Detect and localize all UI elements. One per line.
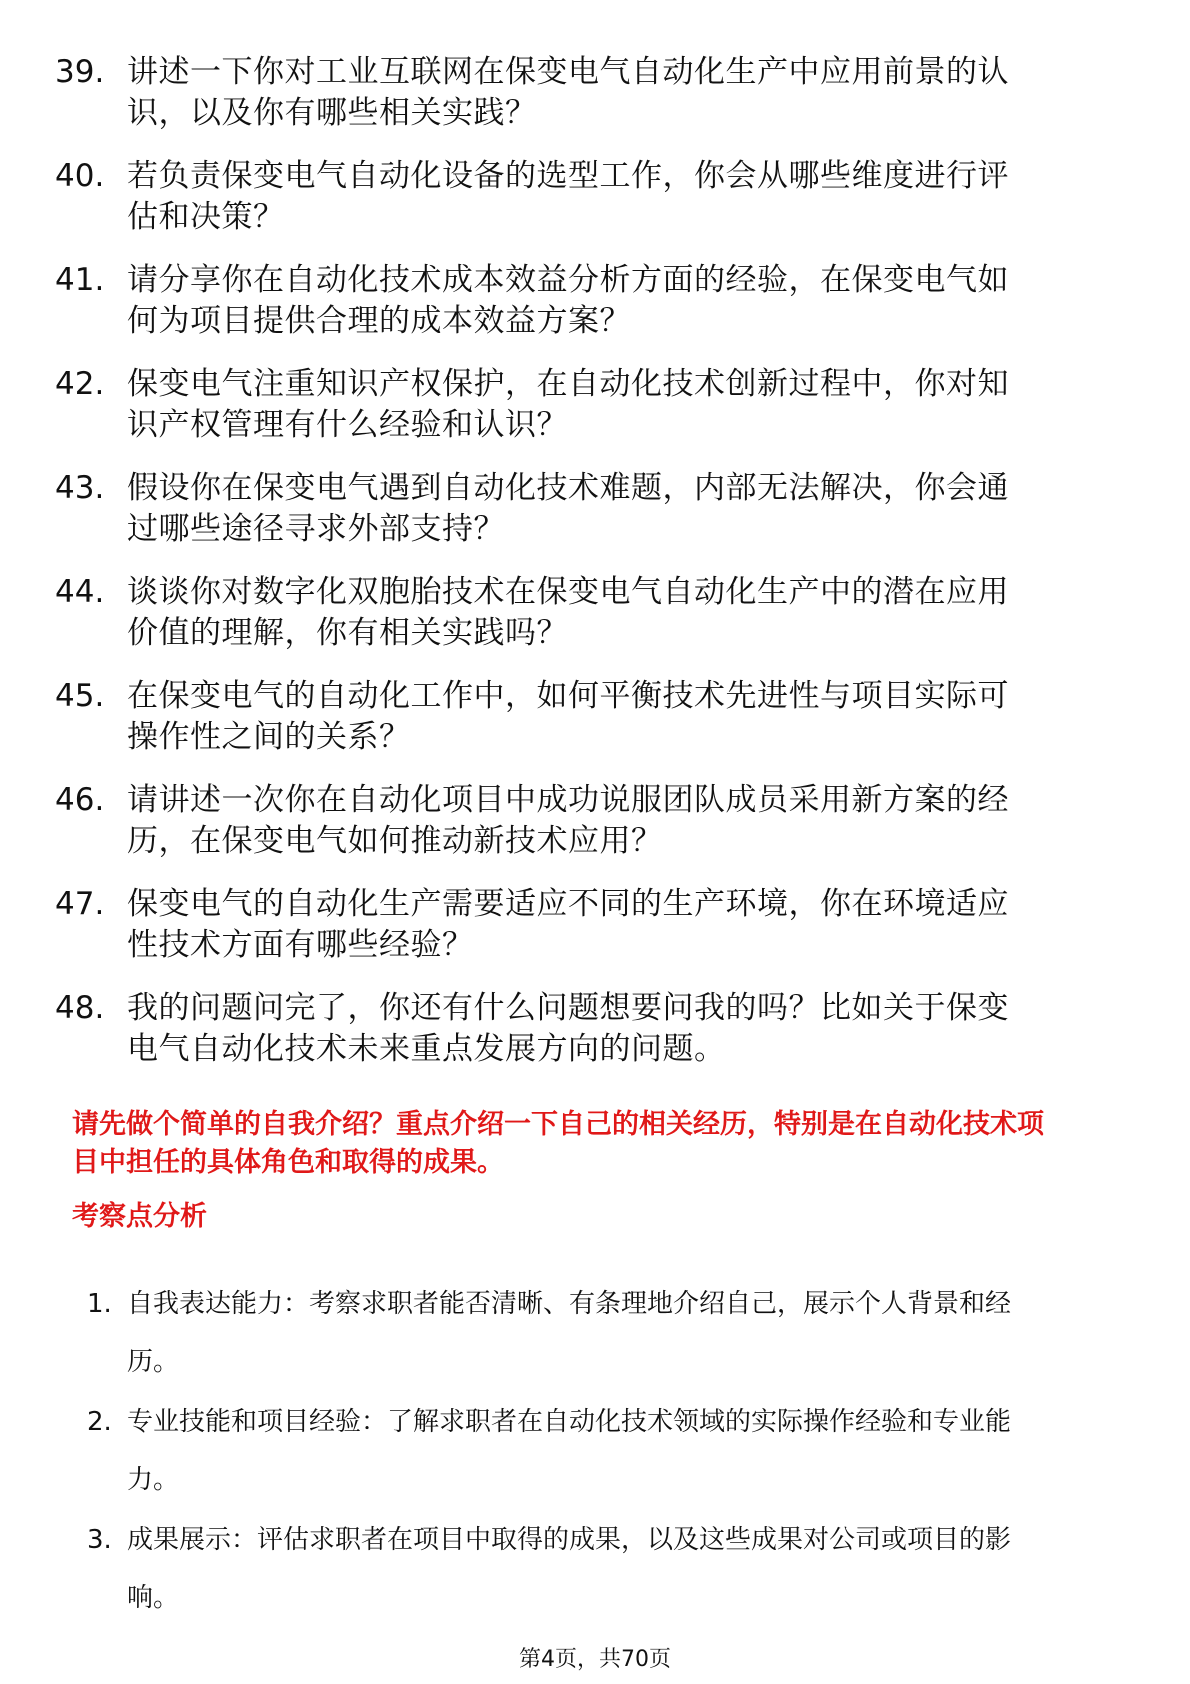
analysis-point (0, 1275, 1190, 1393)
question-line: 价值的理解，你有相关实践吗？ (127, 615, 568, 651)
question-text (127, 780, 1127, 862)
question-text (127, 676, 1127, 758)
question-line: 请讲述一次你在自动化项目中成功说服团队成员采用新方案的经 (127, 782, 1009, 818)
question-item (0, 884, 1190, 988)
question-item (0, 988, 1190, 1092)
analysis-point (0, 1393, 1190, 1511)
question-text (127, 988, 1127, 1070)
question-line: 在保变电气的自动化工作中，如何平衡技术先进性与项目实际可 (127, 678, 1009, 714)
point-line: 自我表达能力：考察求职者能否清晰、有条理地介绍自己，展示个人背景和经 (127, 1289, 1012, 1319)
question-list (0, 52, 1190, 1092)
question-text (127, 572, 1127, 654)
question-item (0, 780, 1190, 884)
question-line: 性技术方面有哪些经验？ (127, 927, 474, 963)
question-line: 假设你在保变电气遇到自动化技术难题，内部无法解决，你会通 (127, 470, 1009, 506)
question-number: 48. (55, 990, 105, 1026)
question-number: 45. (55, 678, 105, 714)
question-line: 保变电气注重知识产权保护，在自动化技术创新过程中，你对知 (127, 366, 1009, 402)
question-text (127, 468, 1127, 550)
analysis-point (0, 1511, 1190, 1629)
question-line: 过哪些途径寻求外部支持？ (127, 511, 505, 547)
question-number: 42. (55, 366, 105, 402)
question-text (127, 156, 1127, 238)
question-item (0, 156, 1190, 260)
question-line: 请分享你在自动化技术成本效益分析方面的经验，在保变电气如 (127, 262, 1009, 298)
question-item (0, 676, 1190, 780)
question-number: 47. (55, 886, 105, 922)
question-line: 识产权管理有什么经验和认识？ (127, 407, 568, 443)
question-line: 若负责保变电气自动化设备的选型工作，你会从哪些维度进行评 (127, 158, 1009, 194)
question-line: 我的问题问完了，你还有什么问题想要问我的吗？比如关于保变 (127, 990, 1009, 1026)
point-number: 1. (87, 1289, 112, 1319)
question-line: 历，在保变电气如何推动新技术应用？ (127, 823, 663, 859)
intro-line: 请先做个简单的自我介绍？重点介绍一下自己的相关经历，特别是在自动化技术项 (72, 1109, 1044, 1140)
analysis-heading: 考察点分析 (72, 1201, 207, 1232)
point-line: 历。 (127, 1347, 180, 1377)
question-number: 41. (55, 262, 105, 298)
point-number: 3. (87, 1525, 112, 1555)
page-footer: 第4页，共70页 (519, 1647, 671, 1672)
question-text (127, 884, 1127, 966)
question-line: 操作性之间的关系？ (127, 719, 411, 755)
question-item (0, 52, 1190, 156)
point-line: 力。 (127, 1465, 180, 1495)
question-number: 39. (55, 54, 105, 90)
question-text (127, 52, 1127, 134)
point-text (127, 1275, 1117, 1391)
question-item (0, 572, 1190, 676)
question-line: 保变电气的自动化生产需要适应不同的生产环境，你在环境适应 (127, 886, 1009, 922)
question-item (0, 364, 1190, 468)
point-text (127, 1511, 1117, 1627)
question-number: 43. (55, 470, 105, 506)
intro-question (72, 1106, 1132, 1182)
question-line: 识，以及你有哪些相关实践？ (127, 95, 537, 131)
question-line: 谈谈你对数字化双胞胎技术在保变电气自动化生产中的潜在应用 (127, 574, 1009, 610)
analysis-point-list (0, 1275, 1190, 1629)
question-line: 估和决策？ (127, 199, 285, 235)
question-line: 电气自动化技术未来重点发展方向的问题。 (127, 1031, 726, 1067)
point-line: 成果展示：评估求职者在项目中取得的成果，以及这些成果对公司或项目的影 (127, 1525, 1012, 1555)
point-line: 响。 (127, 1583, 180, 1613)
point-number: 2. (87, 1407, 112, 1437)
question-item (0, 468, 1190, 572)
question-text (127, 260, 1127, 342)
question-item (0, 260, 1190, 364)
question-number: 40. (55, 158, 105, 194)
question-text (127, 364, 1127, 446)
point-line: 专业技能和项目经验：了解求职者在自动化技术领域的实际操作经验和专业能 (127, 1407, 1012, 1437)
question-line: 何为项目提供合理的成本效益方案？ (127, 303, 631, 339)
question-line: 讲述一下你对工业互联网在保变电气自动化生产中应用前景的认 (127, 54, 1009, 90)
question-number: 46. (55, 782, 105, 818)
question-number: 44. (55, 574, 105, 610)
point-text (127, 1393, 1117, 1509)
intro-line: 目中担任的具体角色和取得的成果。 (72, 1147, 504, 1178)
